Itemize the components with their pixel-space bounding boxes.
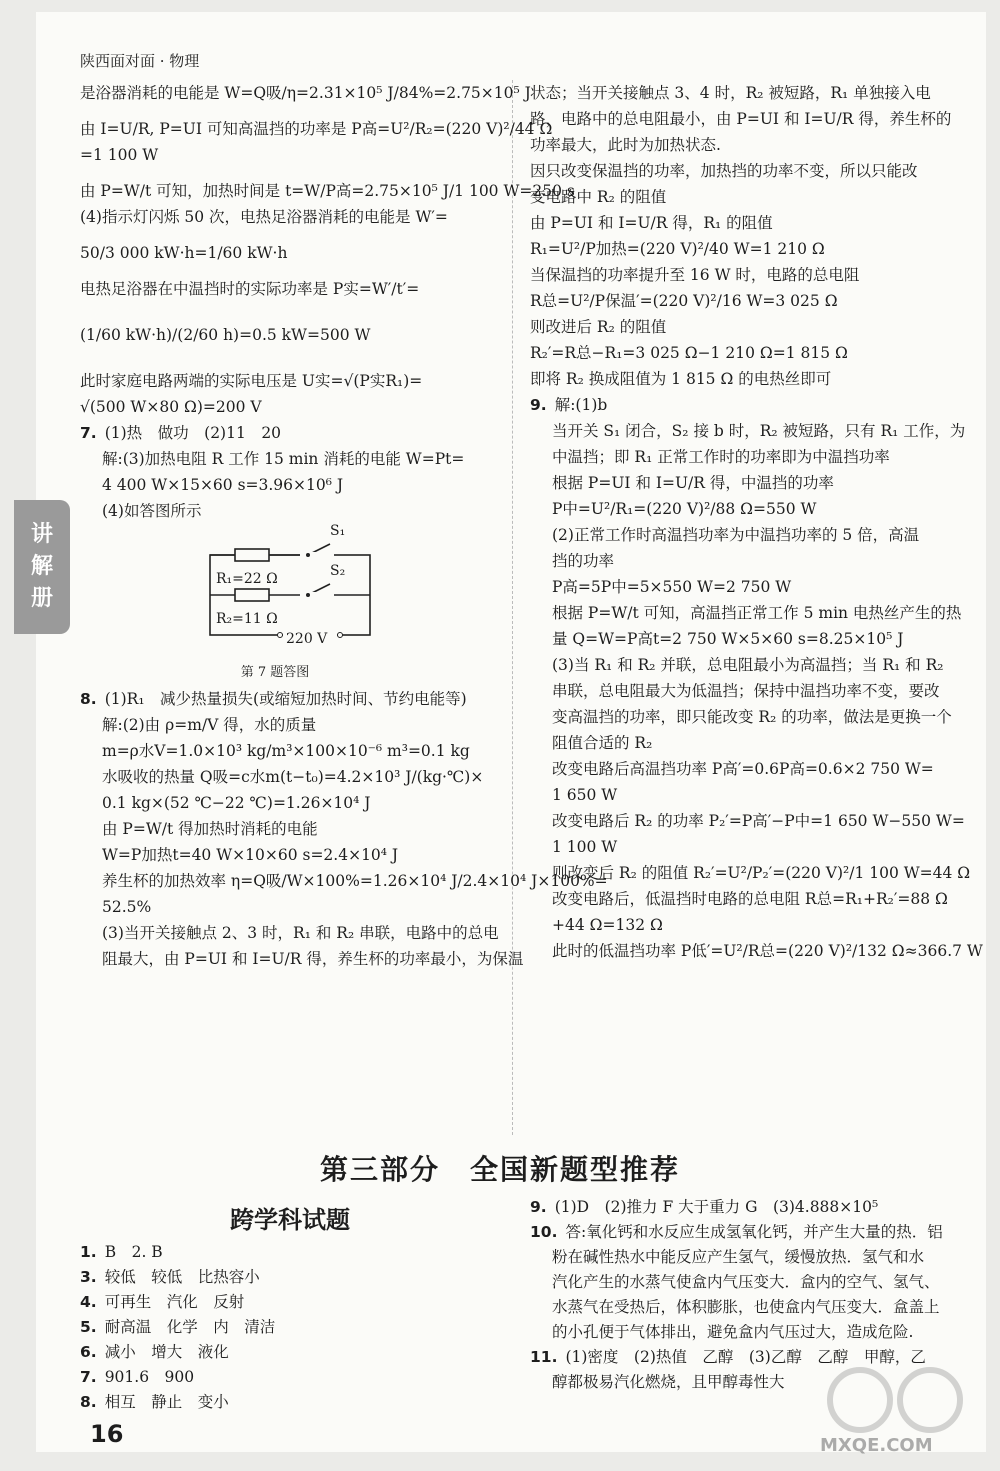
text-line: 解:(2)由 ρ=m/V 得，水的质量 bbox=[102, 716, 317, 734]
text-line: 1 650 W bbox=[552, 786, 618, 804]
answer-item: 9. (1)D (2)推力 F 大于重力 G (3)4.888×10⁵ bbox=[530, 1198, 879, 1216]
side-tab-char: 讲 bbox=[30, 522, 53, 547]
text-line: 串联，总电阻最大为低温挡；保持中温挡功率不变，要改 bbox=[552, 682, 940, 700]
text-line: 则改变后 R₂ 的阻值 R₂′=U²/P₂′=(220 V)²/1 100 W=44 Ω bbox=[552, 864, 971, 882]
text-line: 阻最大，由 P=UI 和 I=U/R 得，养生杯的功率最小，为保温 bbox=[102, 950, 524, 968]
right-column bbox=[530, 80, 983, 964]
text-line: 0.1 kg×(52 ℃−22 ℃)=1.26×10⁴ J bbox=[102, 794, 371, 812]
answer-item: 4. 可再生 汽化 反射 bbox=[80, 1293, 245, 1311]
watermark-text: MXQE.COM bbox=[820, 1435, 933, 1456]
answer-item: 11. (1)密度 (2)热值 乙醇 (3)乙醇 乙醇 甲醇，乙 bbox=[530, 1348, 926, 1366]
text-line: 粉在碱性热水中能反应产生氢气，缓慢放热．氢气和水 bbox=[552, 1248, 925, 1266]
text-line: 醇都极易汽化燃烧，且甲醇毒性大 bbox=[552, 1373, 785, 1391]
text-line: (3)当开关接触点 2、3 时，R₁ 和 R₂ 串联，电路中的总电 bbox=[102, 924, 499, 942]
text-line: 由 P=W/t 得加热时消耗的电能 bbox=[102, 820, 318, 838]
text-line: 因只改变保温挡的功率，加热挡的功率不变，所以只能改 bbox=[530, 162, 918, 180]
text-line: 当保温挡的功率提升至 16 W 时，电路的总电阻 bbox=[530, 266, 860, 284]
question-7: 7. (1)热 做功 (2)11 20 bbox=[80, 424, 282, 442]
text-line: 改变电路后，低温挡时电路的总电阻 R总=R₁+R₂′=88 Ω bbox=[552, 890, 948, 908]
question-number: 9. bbox=[530, 396, 547, 414]
text-line: √(500 W×80 Ω)=200 V bbox=[80, 398, 262, 416]
answer-item: 1. B 2. B bbox=[80, 1243, 163, 1261]
switch-s2-label: S₂ bbox=[330, 563, 346, 579]
side-tab bbox=[14, 500, 70, 634]
question-8: 8. (1)R₁ 减少热量损失(或缩短加热时间、节约电能等) bbox=[80, 690, 467, 708]
text-line: 52.5% bbox=[102, 898, 152, 916]
text-line: 变电路中 R₂ 的阻值 bbox=[530, 188, 667, 206]
text-line: 是浴器消耗的电能是 W=Q吸/η=2.31×10⁵ J/84%=2.75×10⁵ J bbox=[80, 84, 531, 102]
text-line: 4 400 W×15×60 s=3.96×10⁶ J bbox=[102, 476, 344, 494]
text-line: P中=U²/R₁=(220 V)²/88 Ω=550 W bbox=[552, 500, 817, 518]
text-line: 此时家庭电路两端的实际电压是 U实=√(P实R₁)= bbox=[80, 372, 423, 390]
text-line: +44 Ω=132 Ω bbox=[552, 916, 663, 934]
question-9: 9. 解:(1)b bbox=[530, 396, 608, 414]
text-line: m=ρ水V=1.0×10³ kg/m³×100×10⁻⁶ m³=0.1 kg bbox=[102, 742, 470, 760]
text-line: 电热足浴器在中温挡时的实际功率是 P实=W′/t′= bbox=[80, 280, 420, 298]
text-line: 量 Q=W=P高t=2 750 W×5×60 s=8.25×10⁵ J bbox=[552, 630, 904, 648]
text-line: (1/60 kW·h)/(2/60 h)=0.5 kW=500 W bbox=[80, 326, 371, 344]
switch-s1-label: S₁ bbox=[330, 523, 346, 539]
column-divider bbox=[512, 80, 513, 1135]
text-line: 由 P=UI 和 I=U/R 得，R₁ 的阻值 bbox=[530, 214, 773, 232]
answer-item: 7. 901.6 900 bbox=[80, 1368, 195, 1386]
running-header: 陕西面对面 · 物理 bbox=[80, 52, 200, 70]
text-line: 路，电路中的总电阻最小，由 P=UI 和 I=U/R 得，养生杯的 bbox=[530, 110, 952, 128]
answer-item: 5. 耐高温 化学 内 清洁 bbox=[80, 1318, 276, 1336]
side-tab-char: 册 bbox=[30, 586, 53, 611]
text-line: 即将 R₂ 换成阻值为 1 815 Ω 的电热丝即可 bbox=[530, 370, 832, 388]
text-line: 汽化产生的水蒸气使盒内气压变大．盒内的空气、氢气、 bbox=[552, 1273, 940, 1291]
answer-item: 6. 减小 增大 液化 bbox=[80, 1343, 229, 1361]
resistor-r2-label: R₂=11 Ω bbox=[216, 611, 278, 627]
side-tab-char: 解 bbox=[30, 554, 53, 579]
text-line: R₁=U²/P加热=(220 V)²/40 W=1 210 Ω bbox=[530, 240, 825, 258]
text-line: 阻值合适的 R₂ bbox=[552, 734, 653, 752]
figure-caption: 第 7 题答图 bbox=[240, 665, 310, 680]
question-number: 8. bbox=[80, 690, 97, 708]
section-subtitle: 跨学科试题 bbox=[230, 1206, 350, 1234]
text-line: 此时的低温挡功率 P低′=U²/R总=(220 V)²/132 Ω≈366.7 W bbox=[552, 942, 983, 960]
section-title: 第三部分 全国新题型推荐 bbox=[319, 1153, 680, 1186]
text-line: (3)当 R₁ 和 R₂ 并联，总电阻最小为高温挡；当 R₁ 和 R₂ bbox=[552, 656, 944, 674]
text-line: (4)指示灯闪烁 50 次，电热足浴器消耗的电能是 W′= bbox=[80, 208, 448, 226]
circuit-diagram bbox=[190, 523, 390, 660]
answers-left bbox=[80, 1240, 275, 1415]
text-line: R₂′=R总−R₁=3 025 Ω−1 210 Ω=1 815 Ω bbox=[530, 344, 848, 362]
text-line: (2)正常工作时高温挡功率为中温挡功率的 5 倍，高温 bbox=[552, 526, 920, 544]
text-line: P高=5P中=5×550 W=2 750 W bbox=[552, 578, 792, 596]
text-line: 改变电路后高温挡功率 P高′=0.6P高=0.6×2 750 W= bbox=[552, 760, 934, 778]
text-line: 养生杯的加热效率 η=Q吸/W×100%=1.26×10⁴ J/2.4×10⁴ J×100%= bbox=[102, 872, 608, 890]
text-line: 由 P=W/t 可知，加热时间是 t=W/P高=2.75×10⁵ J/1 100 W=250 s bbox=[80, 182, 575, 200]
text-line: 当开关 S₁ 闭合，S₂ 接 b 时，R₂ 被短路，只有 R₁ 工作，为 bbox=[552, 422, 966, 440]
text-line: 1 100 W bbox=[552, 838, 618, 856]
text-line: 由 I=U/R, P=UI 可知高温挡的功率是 P高=U²/R₂=(220 V)²/44 Ω bbox=[80, 120, 553, 138]
text-line: 水吸收的热量 Q吸=c水m(t−t₀)=4.2×10³ J/(kg·℃)× bbox=[102, 768, 484, 786]
text-line: 状态；当开关接触点 3、4 时，R₂ 被短路，R₁ 单独接入电 bbox=[530, 84, 931, 102]
text-line: 的小孔便于气体排出，避免盒内气压过大，造成危险. bbox=[552, 1323, 914, 1341]
text-line: (4)如答图所示 bbox=[102, 502, 202, 520]
resistor-r1-label: R₁=22 Ω bbox=[216, 571, 278, 587]
text-line: 根据 P=UI 和 I=U/R 得，中温挡的功率 bbox=[552, 474, 834, 492]
text-line: 根据 P=W/t 可知，高温挡正常工作 5 min 电热丝产生的热 bbox=[552, 604, 962, 622]
answer-item: 3. 较低 较低 比热容小 bbox=[80, 1268, 260, 1286]
text-line: 中温挡；即 R₁ 正常工作时的功率即为中温挡功率 bbox=[552, 448, 890, 466]
text-line: 挡的功率 bbox=[552, 552, 615, 570]
text-line: 水蒸气在受热后，体积膨胀，也使盒内气压变大．盒盖上 bbox=[552, 1298, 940, 1316]
question-number: 7. bbox=[80, 424, 97, 442]
text-line: 改变电路后 R₂ 的功率 P₂′=P高′−P中=1 650 W−550 W= bbox=[552, 812, 965, 830]
answer-item: 10. 答:氧化钙和水反应生成氢氧化钙，并产生大量的热．铝 bbox=[530, 1223, 943, 1241]
voltage-label: 220 V bbox=[286, 631, 328, 647]
text-line: 功率最大，此时为加热状态. bbox=[530, 136, 721, 154]
text-line: R总=U²/P保温′=(220 V)²/16 W=3 025 Ω bbox=[530, 292, 838, 310]
text-line: =1 100 W bbox=[80, 146, 159, 164]
text-line: W=P加热t=40 W×10×60 s=2.4×10⁴ J bbox=[102, 846, 399, 864]
text-line: 则改进后 R₂ 的阻值 bbox=[530, 318, 667, 336]
text-line: 解:(3)加热电阻 R 工作 15 min 消耗的电能 W=Pt= bbox=[102, 450, 465, 468]
answer-item: 8. 相互 静止 变小 bbox=[80, 1393, 229, 1411]
text-line: 变高温挡的功率，即只能改变 R₂ 的功率，做法是更换一个 bbox=[552, 708, 952, 726]
text-line: 50/3 000 kW·h=1/60 kW·h bbox=[80, 244, 288, 262]
page-number: 16 bbox=[90, 1420, 124, 1448]
